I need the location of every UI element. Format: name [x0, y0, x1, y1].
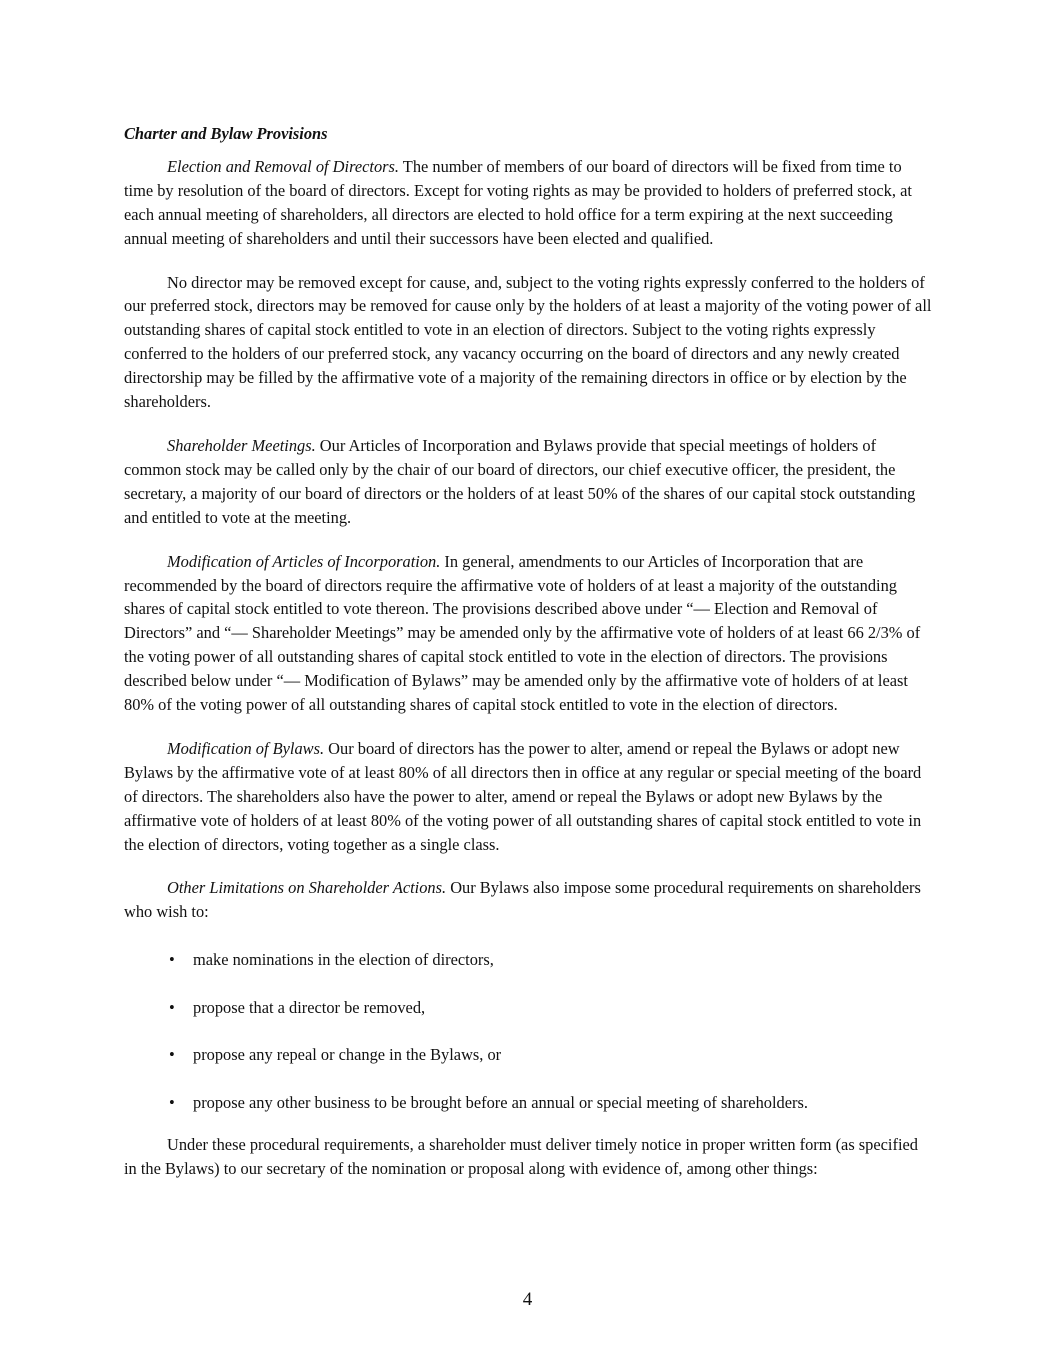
- paragraph-lead: Shareholder Meetings.: [167, 435, 316, 455]
- paragraph-election-removal: [124, 155, 932, 251]
- paragraph-lead: Modification of Bylaws.: [167, 738, 325, 758]
- paragraph-lead: Other Limitations on Shareholder Actions.: [167, 878, 447, 898]
- list-item-text: propose any other business to be brought before an annual or special meeting of shareholders.: [193, 1092, 808, 1112]
- paragraph-lead: Modification of Articles of Incorporation.: [167, 551, 441, 571]
- list-item: [124, 1043, 932, 1067]
- paragraph-text: In general, amendments to our Articles of Incorporation that are recommended by the board of directors require the affirmative vote of holders of at least a majority of the outstanding shares of capital stock entitled to vote thereon. The provisions described above under “— Election and Removal of Directors” and “— Shareholder Meetings” may be amended only by the affirmative vote of holders of at least 66 2/3% of the voting power of all outstanding shares of capital stock entitled to vote in the election of directors. The provisions described below under “— Modification of Bylaws” may be amended only by the affirmative vote of holders of at least 80% of the voting power of all outstanding shares of capital stock entitled to vote in the election of directors.: [124, 551, 921, 715]
- list-item: [124, 996, 932, 1020]
- paragraph-text: Our board of directors has the power to alter, amend or repeal the Bylaws or adopt new Bylaws by the affirmative vote of at least 80% of all directors then in office at any regular or special meeting of the board of directors. The shareholders also have the power to alter, amend or repeal the Bylaws or adopt new Bylaws by the affirmative vote of holders of at least 80% of the voting power of all outstanding shares of capital stock entitled to vote in the election of directors, voting together as a single class.: [124, 738, 922, 854]
- section-title: Charter and Bylaw Provisions: [124, 124, 328, 143]
- list-item: [124, 1091, 932, 1115]
- bullet-icon: •: [169, 1092, 175, 1112]
- paragraph-lead: Election and Removal of Directors.: [167, 156, 399, 176]
- paragraph-director-removal: [124, 271, 932, 414]
- list-item-text: make nominations in the election of directors,: [193, 950, 494, 970]
- paragraph-text: The number of members of our board of directors will be fixed from time to time by resolution of the board of directors. Except for voting rights as may be provided to holders of preferred stock, at each annual meeting of shareholders, all directors are elected to hold office for a term expiring at the next succeeding annual meeting of shareholders and until their successors have been elected and qualified.: [124, 156, 912, 248]
- paragraph-text: Under these procedural requirements, a shareholder must deliver timely notice in proper written form (as specified in the Bylaws) to our secretary of the nomination or proposal along with evidence of, among other things:: [124, 1134, 918, 1178]
- bullet-icon: •: [169, 1045, 175, 1065]
- paragraph-modification-bylaws: [124, 737, 932, 857]
- paragraph-modification-articles: [124, 550, 932, 717]
- bullet-icon: •: [169, 950, 175, 970]
- paragraph-text: Our Bylaws also impose some procedural requirements on shareholders who wish to:: [124, 878, 921, 922]
- list-item: [124, 948, 932, 972]
- list-item-text: propose that a director be removed,: [193, 997, 426, 1017]
- list-item-text: propose any repeal or change in the Bylaws, or: [193, 1045, 502, 1065]
- paragraph-other-limitations: [124, 876, 932, 924]
- procedural-requirements-list: [124, 948, 932, 1114]
- paragraph-text: No director may be removed except for cause, and, subject to the voting rights expressly conferred to the holders of our preferred stock, directors may be removed for cause only by the holders of at least a majority of the voting power of all outstanding shares of capital stock entitled to vote in an election of directors. Subject to the voting rights expressly conferred to the holders of our preferred stock, any vacancy occurring on the board of directors and any newly created directorship may be filled by the affirmative vote of a majority of the remaining directors in office or by election by the shareholders.: [124, 272, 932, 412]
- bullet-icon: •: [169, 997, 175, 1017]
- paragraph-shareholder-meetings: [124, 434, 932, 530]
- paragraph-text: Our Articles of Incorporation and Bylaws provide that special meetings of holders of common stock may be called only by the chair of our board of directors, our chief executive officer, the president, the secretary, a majority of our board of directors or the holders of at least 50% of the shares of our capital stock outstanding and entitled to vote at the meeting.: [124, 435, 916, 527]
- document-body: [124, 122, 932, 1201]
- page-number: 4: [522, 1289, 533, 1310]
- paragraph-procedural-requirements: [124, 1133, 932, 1181]
